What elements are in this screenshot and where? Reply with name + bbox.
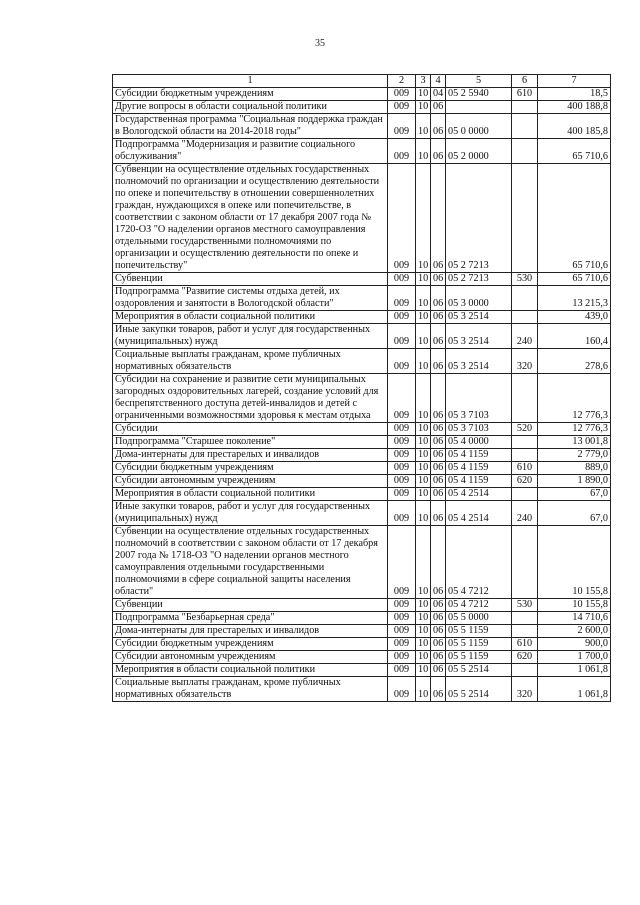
row-sum: 14 710,6 xyxy=(538,612,611,625)
row-name: Субсидии автономным учреждениям xyxy=(113,651,388,664)
row-pr: 06 xyxy=(431,462,446,475)
row-vr xyxy=(512,164,538,273)
row-vr xyxy=(512,286,538,311)
row-ved: 009 xyxy=(388,374,416,423)
table-row xyxy=(113,651,611,664)
row-vr: 610 xyxy=(512,462,538,475)
row-rz: 10 xyxy=(416,475,431,488)
table-row xyxy=(113,612,611,625)
row-rz: 10 xyxy=(416,311,431,324)
row-name: Мероприятия в области социальной политики xyxy=(113,664,388,677)
row-name: Дома-интернаты для престарелых и инвалидов xyxy=(113,625,388,638)
row-name: Мероприятия в области социальной политики xyxy=(113,488,388,501)
row-csr: 05 4 7212 xyxy=(446,599,512,612)
row-csr: 05 3 7103 xyxy=(446,374,512,423)
row-name: Государственная программа "Социальная поддержка граждан в Вологодской области на 2014-2018 годы" xyxy=(113,114,388,139)
row-sum: 1 700,0 xyxy=(538,651,611,664)
row-name: Субсидии автономным учреждениям xyxy=(113,475,388,488)
row-vr: 610 xyxy=(512,638,538,651)
row-pr: 06 xyxy=(431,475,446,488)
row-csr: 05 4 1159 xyxy=(446,449,512,462)
row-vr: 530 xyxy=(512,599,538,612)
row-vr xyxy=(512,101,538,114)
row-name: Субсидии бюджетным учреждениям xyxy=(113,638,388,651)
row-sum: 1 890,0 xyxy=(538,475,611,488)
table-row xyxy=(113,139,611,164)
row-csr: 05 3 7103 xyxy=(446,423,512,436)
row-csr: 05 3 0000 xyxy=(446,286,512,311)
row-rz: 10 xyxy=(416,139,431,164)
header-col-rz: 3 xyxy=(416,75,431,88)
row-vr xyxy=(512,664,538,677)
row-rz: 10 xyxy=(416,677,431,702)
row-rz: 10 xyxy=(416,664,431,677)
row-pr: 06 xyxy=(431,286,446,311)
row-ved: 009 xyxy=(388,273,416,286)
row-sum: 10 155,8 xyxy=(538,599,611,612)
row-ved: 009 xyxy=(388,526,416,599)
row-name: Социальные выплаты гражданам, кроме публичных нормативных обязательств xyxy=(113,349,388,374)
row-sum: 12 776,3 xyxy=(538,423,611,436)
table-row xyxy=(113,88,611,101)
row-pr: 06 xyxy=(431,651,446,664)
row-ved: 009 xyxy=(388,286,416,311)
row-pr: 06 xyxy=(431,599,446,612)
budget-table xyxy=(112,74,611,702)
row-csr: 05 5 1159 xyxy=(446,625,512,638)
header-col-pr: 4 xyxy=(431,75,446,88)
row-name: Субсидии xyxy=(113,423,388,436)
row-ved: 009 xyxy=(388,501,416,526)
row-csr: 05 2 7213 xyxy=(446,273,512,286)
row-sum: 13 215,3 xyxy=(538,286,611,311)
row-ved: 009 xyxy=(388,114,416,139)
row-vr: 620 xyxy=(512,651,538,664)
header-col-ved: 2 xyxy=(388,75,416,88)
row-name: Подпрограмма "Модернизация и развитие социального обслуживания" xyxy=(113,139,388,164)
row-csr: 05 3 2514 xyxy=(446,349,512,374)
row-vr xyxy=(512,374,538,423)
row-vr xyxy=(512,311,538,324)
table-row xyxy=(113,101,611,114)
row-rz: 10 xyxy=(416,423,431,436)
table-row xyxy=(113,677,611,702)
table-row xyxy=(113,286,611,311)
row-pr: 06 xyxy=(431,488,446,501)
row-csr: 05 3 2514 xyxy=(446,311,512,324)
row-ved: 009 xyxy=(388,488,416,501)
row-sum: 12 776,3 xyxy=(538,374,611,423)
row-name: Субвенции на осуществление отдельных государственных полномочий в соответствии с законом области от 17 декабря 2007 года № 1718-ОЗ "О наделении органов местного самоуправления отдельными государственными полномочиями в сфере социальной защиты населения области" xyxy=(113,526,388,599)
row-rz: 10 xyxy=(416,324,431,349)
row-rz: 10 xyxy=(416,501,431,526)
row-csr: 05 5 1159 xyxy=(446,638,512,651)
page-number: 35 xyxy=(315,38,325,49)
row-vr xyxy=(512,449,538,462)
table-row xyxy=(113,374,611,423)
row-pr: 06 xyxy=(431,374,446,423)
row-pr: 06 xyxy=(431,423,446,436)
row-sum: 889,0 xyxy=(538,462,611,475)
row-pr: 06 xyxy=(431,625,446,638)
row-name: Субсидии бюджетным учреждениям xyxy=(113,88,388,101)
header-col-name: 1 xyxy=(113,75,388,88)
row-csr: 05 5 2514 xyxy=(446,677,512,702)
row-csr: 05 4 2514 xyxy=(446,501,512,526)
row-ved: 009 xyxy=(388,449,416,462)
row-ved: 009 xyxy=(388,475,416,488)
row-vr: 240 xyxy=(512,501,538,526)
row-sum: 160,4 xyxy=(538,324,611,349)
table-row xyxy=(113,462,611,475)
row-ved: 009 xyxy=(388,139,416,164)
row-sum: 65 710,6 xyxy=(538,139,611,164)
row-pr: 06 xyxy=(431,349,446,374)
row-vr xyxy=(512,612,538,625)
row-sum: 1 061,8 xyxy=(538,664,611,677)
row-csr: 05 2 5940 xyxy=(446,88,512,101)
row-vr xyxy=(512,436,538,449)
row-ved: 009 xyxy=(388,423,416,436)
row-vr: 320 xyxy=(512,349,538,374)
row-name: Социальные выплаты гражданам, кроме публичных нормативных обязательств xyxy=(113,677,388,702)
row-ved: 009 xyxy=(388,349,416,374)
row-rz: 10 xyxy=(416,349,431,374)
row-vr xyxy=(512,526,538,599)
row-name: Подпрограмма "Старшее поколение" xyxy=(113,436,388,449)
table-row xyxy=(113,526,611,599)
table-row xyxy=(113,664,611,677)
row-name: Подпрограмма "Безбарьерная среда" xyxy=(113,612,388,625)
table-row xyxy=(113,349,611,374)
row-csr xyxy=(446,101,512,114)
row-csr: 05 4 0000 xyxy=(446,436,512,449)
row-csr: 05 4 7212 xyxy=(446,526,512,599)
row-vr xyxy=(512,625,538,638)
row-sum: 67,0 xyxy=(538,488,611,501)
row-pr: 06 xyxy=(431,612,446,625)
row-sum: 439,0 xyxy=(538,311,611,324)
row-pr: 06 xyxy=(431,164,446,273)
row-ved: 009 xyxy=(388,164,416,273)
row-ved: 009 xyxy=(388,101,416,114)
row-sum: 65 710,6 xyxy=(538,164,611,273)
row-name: Субвенции xyxy=(113,273,388,286)
row-rz: 10 xyxy=(416,374,431,423)
row-rz: 10 xyxy=(416,599,431,612)
row-ved: 009 xyxy=(388,651,416,664)
row-pr: 06 xyxy=(431,501,446,526)
row-rz: 10 xyxy=(416,488,431,501)
row-sum: 67,0 xyxy=(538,501,611,526)
row-sum: 278,6 xyxy=(538,349,611,374)
row-name: Субсидии на сохранение и развитие сети муниципальных загородных оздоровительных лагерей, создание условий для беспрепятственного доступа детей-инвалидов и детей с ограниченными возможностями здоровья к местам отдыха xyxy=(113,374,388,423)
row-rz: 10 xyxy=(416,101,431,114)
row-csr: 05 4 1159 xyxy=(446,475,512,488)
row-sum: 10 155,8 xyxy=(538,526,611,599)
table-row xyxy=(113,488,611,501)
row-name: Иные закупки товаров, работ и услуг для государственных (муниципальных) нужд xyxy=(113,324,388,349)
row-csr: 05 3 2514 xyxy=(446,324,512,349)
row-sum: 1 061,8 xyxy=(538,677,611,702)
row-rz: 10 xyxy=(416,114,431,139)
row-name: Мероприятия в области социальной политики xyxy=(113,311,388,324)
row-sum: 2 600,0 xyxy=(538,625,611,638)
row-sum: 900,0 xyxy=(538,638,611,651)
row-pr: 06 xyxy=(431,273,446,286)
table-row xyxy=(113,449,611,462)
table-row xyxy=(113,638,611,651)
row-vr: 530 xyxy=(512,273,538,286)
row-vr xyxy=(512,488,538,501)
row-rz: 10 xyxy=(416,526,431,599)
row-rz: 10 xyxy=(416,88,431,101)
row-vr xyxy=(512,114,538,139)
table-row xyxy=(113,114,611,139)
row-ved: 009 xyxy=(388,612,416,625)
row-csr: 05 0 0000 xyxy=(446,114,512,139)
row-pr: 06 xyxy=(431,677,446,702)
row-rz: 10 xyxy=(416,286,431,311)
header-col-sum: 7 xyxy=(538,75,611,88)
table-row xyxy=(113,423,611,436)
row-pr: 06 xyxy=(431,638,446,651)
row-ved: 009 xyxy=(388,462,416,475)
row-csr: 05 5 0000 xyxy=(446,612,512,625)
row-pr: 04 xyxy=(431,88,446,101)
row-sum: 400 188,8 xyxy=(538,101,611,114)
row-vr: 240 xyxy=(512,324,538,349)
table-row xyxy=(113,599,611,612)
row-pr: 06 xyxy=(431,436,446,449)
row-sum: 13 001,8 xyxy=(538,436,611,449)
table-row xyxy=(113,324,611,349)
row-ved: 009 xyxy=(388,677,416,702)
row-rz: 10 xyxy=(416,449,431,462)
row-sum: 400 185,8 xyxy=(538,114,611,139)
row-pr: 06 xyxy=(431,114,446,139)
row-ved: 009 xyxy=(388,638,416,651)
row-rz: 10 xyxy=(416,625,431,638)
row-pr: 06 xyxy=(431,311,446,324)
table-row xyxy=(113,625,611,638)
table-body xyxy=(113,88,611,702)
row-rz: 10 xyxy=(416,436,431,449)
row-vr: 620 xyxy=(512,475,538,488)
header-row xyxy=(113,75,611,88)
table-row xyxy=(113,501,611,526)
row-ved: 009 xyxy=(388,311,416,324)
row-csr: 05 2 0000 xyxy=(446,139,512,164)
row-name: Подпрограмма "Развитие системы отдыха детей, их оздоровления и занятости в Вологодской области" xyxy=(113,286,388,311)
table-row xyxy=(113,164,611,273)
table-row xyxy=(113,475,611,488)
row-pr: 06 xyxy=(431,324,446,349)
header-col-vr: 6 xyxy=(512,75,538,88)
row-ved: 009 xyxy=(388,88,416,101)
row-ved: 009 xyxy=(388,625,416,638)
row-name: Другие вопросы в области социальной политики xyxy=(113,101,388,114)
row-name: Дома-интернаты для престарелых и инвалидов xyxy=(113,449,388,462)
row-csr: 05 2 7213 xyxy=(446,164,512,273)
row-vr: 320 xyxy=(512,677,538,702)
table-row xyxy=(113,273,611,286)
header-col-csr: 5 xyxy=(446,75,512,88)
row-vr: 520 xyxy=(512,423,538,436)
row-pr: 06 xyxy=(431,449,446,462)
row-name: Субвенции на осуществление отдельных государственных полномочий по организации и осуществлению деятельности по опеке и попечительству в отношении совершеннолетних граждан, нуждающихся в опеке или попечительстве, в соответствии с законом области от 17 декабря 2007 года № 1720-ОЗ "О наделении органов местного самоуправления отдельными государственными полномочиями по организации и осуществлению деятельности по опеке и попечительству" xyxy=(113,164,388,273)
row-pr: 06 xyxy=(431,526,446,599)
row-ved: 009 xyxy=(388,664,416,677)
row-pr: 06 xyxy=(431,664,446,677)
row-rz: 10 xyxy=(416,462,431,475)
row-csr: 05 5 1159 xyxy=(446,651,512,664)
row-sum: 65 710,6 xyxy=(538,273,611,286)
row-csr: 05 4 1159 xyxy=(446,462,512,475)
row-vr xyxy=(512,139,538,164)
table-row xyxy=(113,436,611,449)
row-ved: 009 xyxy=(388,599,416,612)
row-rz: 10 xyxy=(416,273,431,286)
row-sum: 2 779,0 xyxy=(538,449,611,462)
row-csr: 05 4 2514 xyxy=(446,488,512,501)
row-sum: 18,5 xyxy=(538,88,611,101)
row-csr: 05 5 2514 xyxy=(446,664,512,677)
row-rz: 10 xyxy=(416,651,431,664)
row-pr: 06 xyxy=(431,101,446,114)
row-pr: 06 xyxy=(431,139,446,164)
row-ved: 009 xyxy=(388,324,416,349)
table-row xyxy=(113,311,611,324)
row-name: Субвенции xyxy=(113,599,388,612)
row-vr: 610 xyxy=(512,88,538,101)
row-rz: 10 xyxy=(416,612,431,625)
row-name: Иные закупки товаров, работ и услуг для государственных (муниципальных) нужд xyxy=(113,501,388,526)
row-name: Субсидии бюджетным учреждениям xyxy=(113,462,388,475)
row-ved: 009 xyxy=(388,436,416,449)
row-rz: 10 xyxy=(416,638,431,651)
row-rz: 10 xyxy=(416,164,431,273)
